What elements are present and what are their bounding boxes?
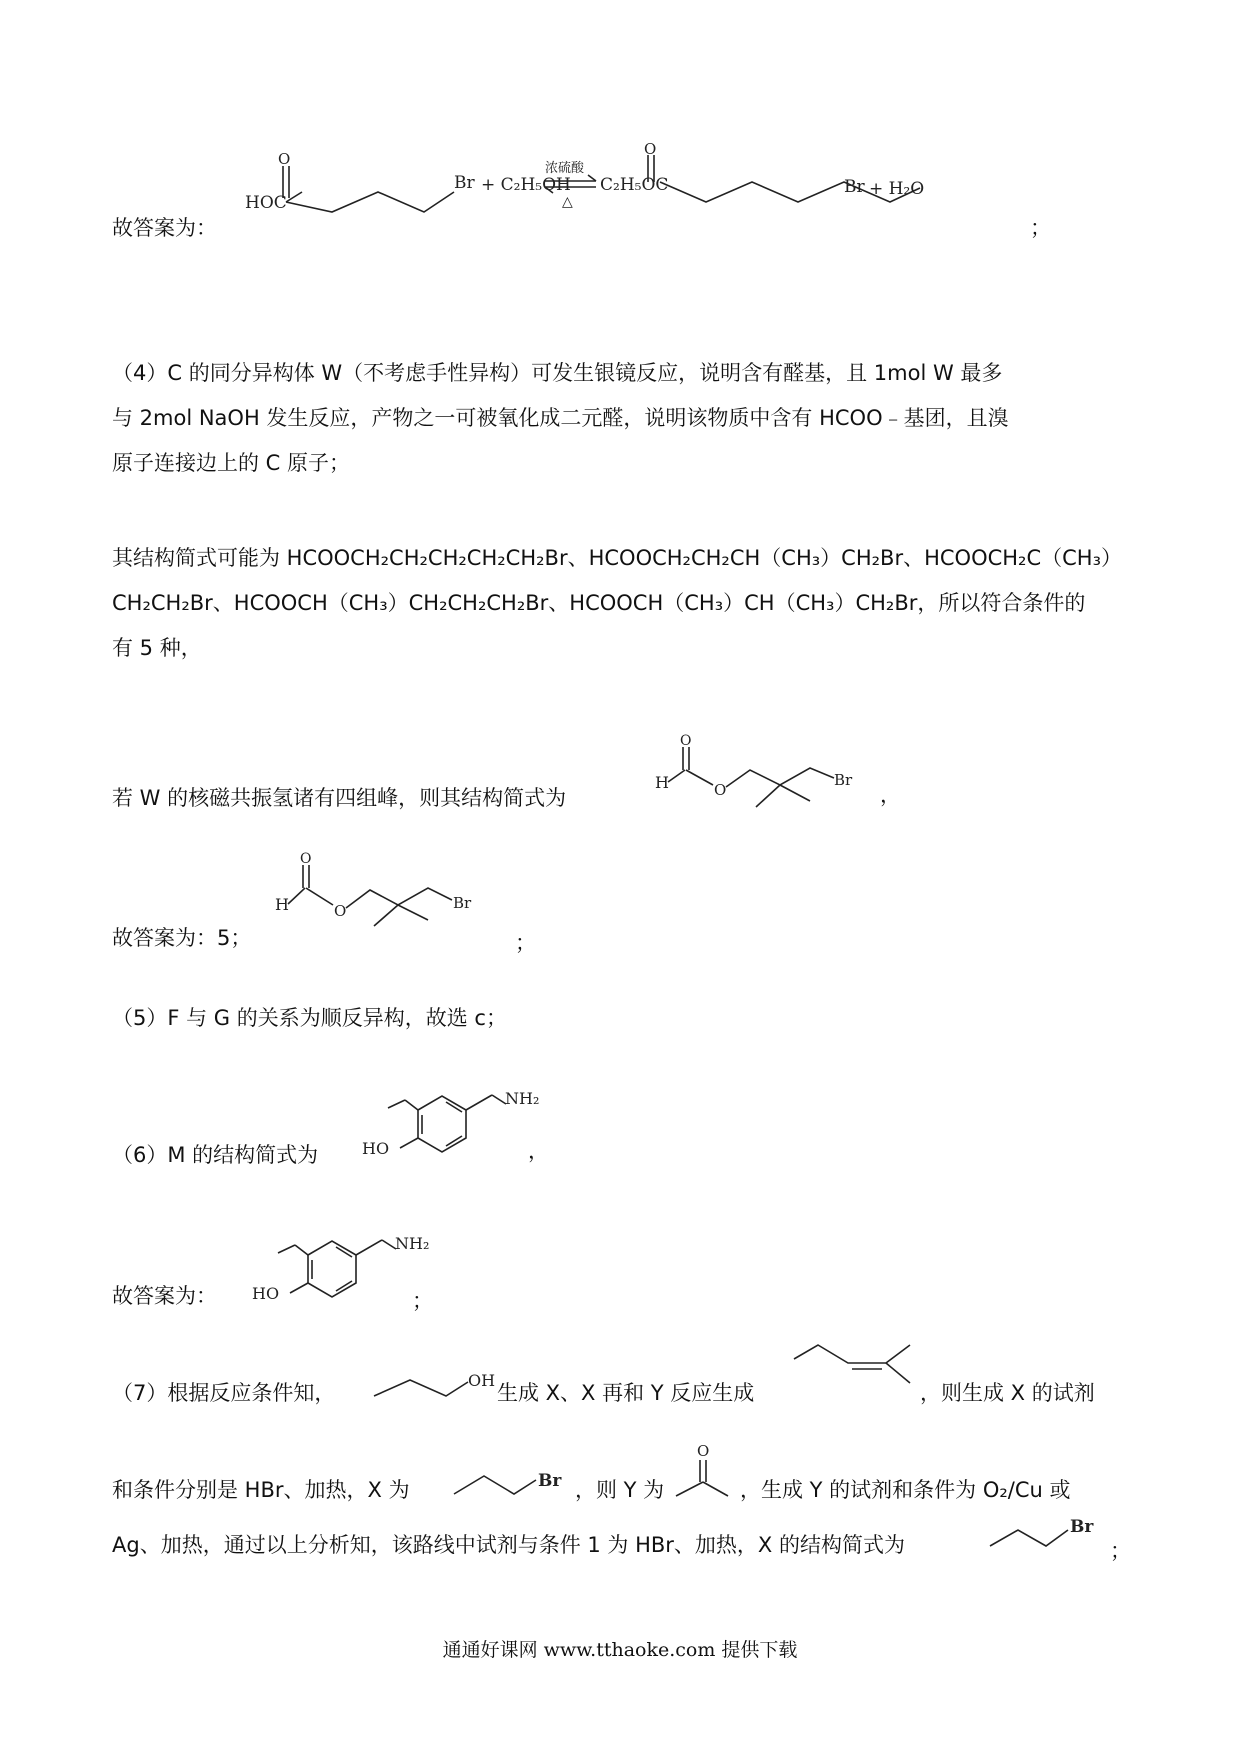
answer-prefix: 故答案为：: [112, 216, 217, 240]
water-label: + H₂O: [869, 179, 925, 199]
page-footer: 通通好课网 www.tthaoke.com 提供下载: [442, 1639, 798, 1661]
acid-group-label: HOC: [245, 193, 287, 213]
svg-text:HO: HO: [252, 1284, 280, 1303]
svg-text:O: O: [680, 733, 692, 749]
section4-line2: 与 2mol NaOH 发生反应，产物之一可被氧化成二元醛，说明该物质中含有 HCOO﹣基团，且溴: [112, 406, 1009, 430]
section4-line1: （4）C 的同分异构体 W（不考虑手性异构）可发生银镜反应，说明含有醛基，且 1mol W 最多: [112, 361, 1003, 385]
catalyst-label: 浓硫酸: [545, 161, 585, 176]
section7-line3-a: Ag、加热，通过以上分析知，该路线中试剂与条件 1 为 HBr、加热，X 的结构简式为: [112, 1533, 905, 1557]
section6-text: （6）M 的结构简式为: [112, 1143, 319, 1167]
carbon-chain: [286, 192, 454, 212]
vanillylamine-structure-answer: [240, 1215, 430, 1325]
section7-line3-end: ；: [1110, 1539, 1131, 1563]
section7-line1-a: （7）根据反应条件知，: [112, 1381, 336, 1405]
svg-text:O: O: [714, 781, 727, 799]
arrow-head: [588, 175, 596, 181]
formate-ester-structure-answer: [270, 850, 530, 930]
svg-text:OH: OH: [468, 1371, 496, 1390]
svg-text:H: H: [655, 773, 669, 792]
alkene-product-structure: [790, 1335, 920, 1410]
section4-line4: 其结构简式可能为 HCOOCH₂CH₂CH₂CH₂CH₂Br、HCOOCH₂CH₂CH（CH₃）CH₂Br、HCOOCH₂C（CH₃）: [112, 546, 1123, 570]
propanol-structure: [372, 1360, 502, 1410]
heat-label: △: [562, 194, 573, 210]
end-mark: ；: [1030, 216, 1051, 240]
svg-text:Br: Br: [1070, 1517, 1094, 1537]
br-label: Br: [844, 177, 865, 197]
formate-ester-structure: [650, 735, 910, 815]
svg-text:O: O: [334, 902, 347, 920]
svg-text:Br: Br: [834, 771, 853, 789]
bromopropane-structure-final: [988, 1508, 1108, 1558]
section7-line1-b: 生成 X、X 再和 Y 反应生成: [497, 1381, 755, 1405]
section7-line2-c: ，生成 Y 的试剂和条件为 O₂/Cu 或: [740, 1478, 1071, 1502]
section6-end: ，: [528, 1139, 549, 1163]
carbonyl-o-label: O: [644, 140, 657, 158]
nmr-sentence: 若 W 的核磁共振氢诸有四组峰，则其结构简式为: [112, 786, 567, 810]
svg-text:Br: Br: [538, 1471, 562, 1491]
section7-line1-c: ，则生成 X 的试剂: [920, 1381, 1095, 1405]
esterification-equation: [240, 140, 1040, 240]
svg-text:NH₂: NH₂: [395, 1234, 430, 1253]
answer-count: 故答案为：5；: [112, 926, 252, 950]
answer-end: ；: [515, 931, 536, 955]
vanillylamine-structure: [350, 1070, 540, 1180]
section6-answer-end: ；: [412, 1289, 433, 1313]
section6-answer: 故答案为：: [112, 1284, 217, 1308]
carbonyl-o-label: O: [278, 150, 291, 168]
svg-text:HO: HO: [362, 1139, 390, 1158]
section4-line5: CH₂CH₂Br、HCOOCH（CH₃）CH₂CH₂CH₂Br、HCOOCH（CH₃）CH（CH₃）CH₂Br，所以符合条件的: [112, 591, 1086, 615]
svg-text:O: O: [697, 1442, 710, 1460]
section4-line6: 有 5 种，: [112, 636, 202, 660]
section7-line2-b: ，则 Y 为: [575, 1478, 665, 1502]
section7-line2-a: 和条件分别是 HBr、加热，X 为: [112, 1478, 410, 1502]
nmr-end: ，: [880, 783, 901, 807]
svg-text:O: O: [300, 851, 312, 867]
section4-line3: 原子连接边上的 C 原子；: [112, 451, 351, 475]
bromopropane-structure: [452, 1458, 582, 1508]
ethanol-label: + C₂H₅OH: [481, 175, 571, 195]
svg-text:NH₂: NH₂: [505, 1089, 540, 1108]
svg-text:H: H: [275, 895, 289, 914]
ester-group-label: C₂H₅OC: [600, 175, 669, 195]
acetone-structure: [668, 1440, 738, 1505]
br-label: Br: [454, 173, 475, 193]
section5-text: （5）F 与 G 的关系为顺反异构，故选 c；: [112, 1006, 507, 1030]
svg-text:Br: Br: [453, 894, 472, 912]
